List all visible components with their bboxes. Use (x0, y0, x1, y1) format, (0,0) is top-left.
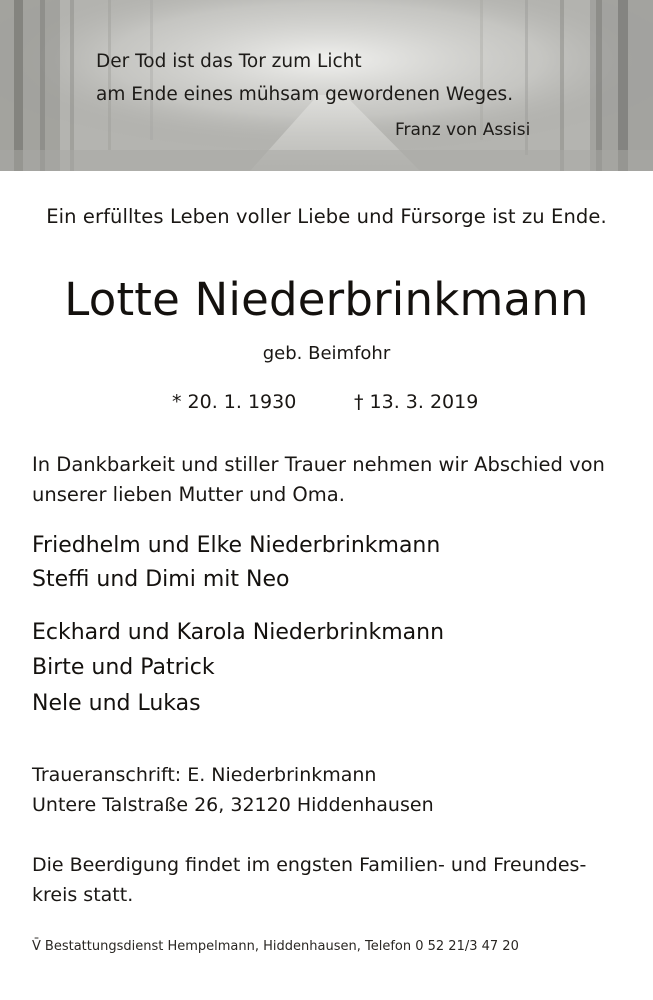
quote-line-1: Der Tod ist das Tor zum Licht (96, 51, 362, 72)
intro-text: Ein erfülltes Leben voller Liebe und Fürsorge ist zu Ende. (46, 205, 607, 228)
farewell-text (32, 450, 605, 510)
maiden-name: geb. Beimfohr (262, 343, 391, 364)
address-line-2: Untere Talstraße 26, 32120 Hiddenhausen (32, 794, 434, 816)
funeral-line-2: kreis statt. (32, 884, 134, 906)
family-member-line: Birte und Patrick (32, 655, 215, 680)
funeral-service-footer (32, 939, 519, 954)
family-member-line: Eckhard und Karola Niederbrinkmann (32, 620, 445, 645)
family-member-line: Nele und Lukas (32, 691, 201, 716)
funeral-note (32, 850, 586, 910)
deceased-name: Lotte Niederbrinkmann (64, 273, 589, 326)
quote-author: Franz von Assisi (395, 120, 531, 140)
funeral-line-1: Die Beerdigung findet im engsten Familien- und Freundes- (32, 854, 587, 876)
family-member-line: Friedhelm und Elke Niederbrinkmann (32, 533, 441, 558)
funeral-service-text: Bestattungsdienst Hempelmann, Hiddenhausen, Telefon 0 52 21/3 47 20 (44, 939, 519, 954)
family-member-line: Steffi und Dimi mit Neo (32, 567, 290, 592)
address-line-1: Traueranschrift: E. Niederbrinkmann (32, 764, 377, 786)
farewell-line-1: In Dankbarkeit und stiller Trauer nehmen wir Abschied von (32, 453, 605, 476)
farewell-line-2: unserer lieben Mutter und Oma. (32, 483, 345, 506)
birth-date: * 20. 1. 1930 (172, 391, 297, 413)
death-date: † 13. 3. 2019 (354, 391, 479, 413)
forest-path-banner (0, 0, 653, 171)
mourning-address (32, 760, 434, 820)
funeral-service-logo-icon: V̄ (32, 939, 41, 954)
quote-line-2: am Ende eines mühsam gewordenen Weges. (96, 84, 514, 105)
